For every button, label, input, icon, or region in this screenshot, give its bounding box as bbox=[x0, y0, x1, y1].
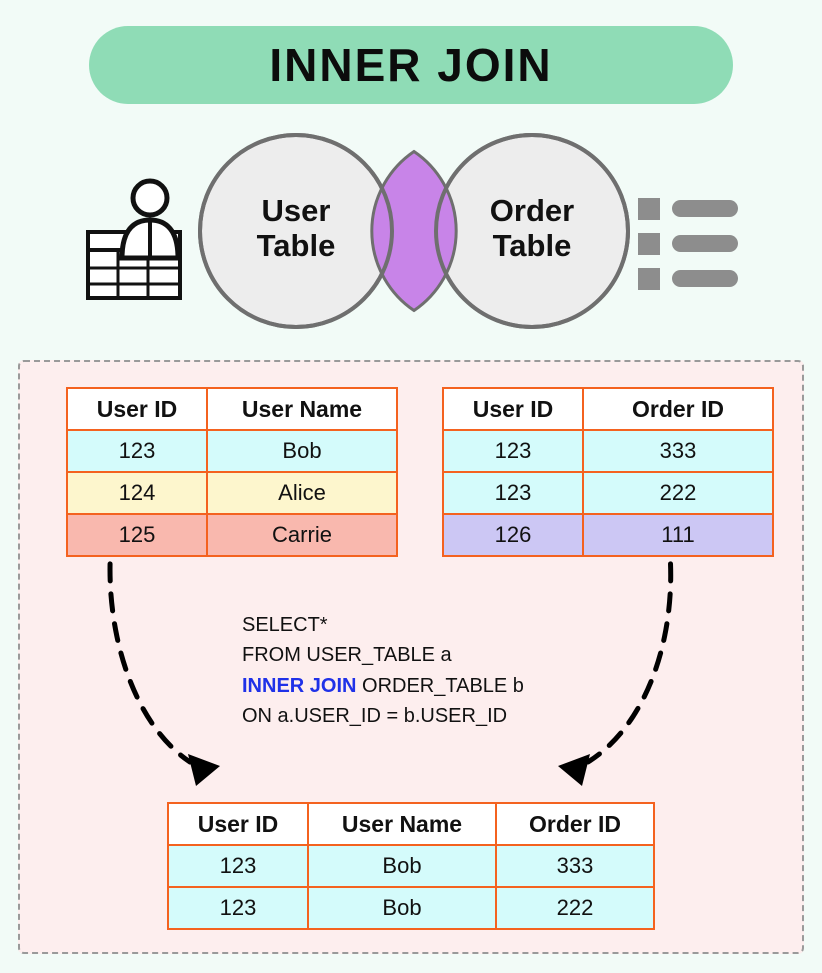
column-header: User Name bbox=[308, 803, 496, 845]
table-row bbox=[168, 845, 654, 887]
table-cell: 222 bbox=[496, 887, 654, 929]
venn-left-label-line2: Table bbox=[256, 227, 336, 263]
column-header: Order ID bbox=[583, 388, 773, 430]
table-cell: 125 bbox=[67, 514, 207, 556]
sql-line-4: ON a.USER_ID = b.USER_ID bbox=[242, 705, 508, 728]
table-cell: 222 bbox=[583, 472, 773, 514]
sql-line-2: FROM USER_TABLE a bbox=[242, 644, 452, 667]
venn-left-label-line1: User bbox=[261, 193, 331, 228]
venn-right-label-line1: Order bbox=[489, 193, 575, 228]
table-cell: 123 bbox=[168, 845, 308, 887]
table-cell: 333 bbox=[496, 845, 654, 887]
sql-line-1: SELECT* bbox=[242, 614, 328, 636]
table-row bbox=[443, 472, 773, 514]
table-cell: 111 bbox=[583, 514, 773, 556]
table-cell: Bob bbox=[207, 430, 397, 472]
sql-query bbox=[242, 610, 524, 732]
table-row bbox=[67, 514, 397, 556]
right-arrow-path bbox=[588, 534, 671, 762]
venn-diagram bbox=[0, 126, 822, 336]
table-row bbox=[443, 514, 773, 556]
column-header: User ID bbox=[67, 388, 207, 430]
right-arrow-head bbox=[558, 754, 590, 786]
table-cell: Alice bbox=[207, 472, 397, 514]
table-row bbox=[67, 472, 397, 514]
sql-keyword-inner-join: INNER JOIN bbox=[242, 674, 357, 697]
page-title-banner bbox=[89, 26, 733, 104]
table-header-row bbox=[67, 388, 397, 430]
column-header: User ID bbox=[168, 803, 308, 845]
table-cell: 123 bbox=[168, 887, 308, 929]
sql-line-3-rest: ORDER_TABLE b bbox=[356, 674, 524, 697]
join-illustration-panel bbox=[18, 360, 804, 954]
user-table-icon bbox=[88, 181, 180, 298]
table-row bbox=[168, 887, 654, 929]
result-table bbox=[167, 802, 655, 930]
venn-right-label bbox=[448, 194, 616, 263]
table-cell: 123 bbox=[67, 430, 207, 472]
table-cell: Carrie bbox=[207, 514, 397, 556]
list-icon bbox=[638, 198, 738, 290]
column-header: Order ID bbox=[496, 803, 654, 845]
table-cell: 123 bbox=[443, 430, 583, 472]
table-row bbox=[67, 430, 397, 472]
table-header-row bbox=[443, 388, 773, 430]
left-arrow-path bbox=[110, 534, 190, 762]
user-table bbox=[66, 387, 398, 557]
left-arrow-head bbox=[188, 754, 220, 786]
table-header-row bbox=[168, 803, 654, 845]
table-cell: 333 bbox=[583, 430, 773, 472]
table-row bbox=[443, 430, 773, 472]
venn-right-label-line2: Table bbox=[492, 227, 572, 263]
venn-left-label bbox=[212, 194, 380, 263]
sql-line-3 bbox=[242, 671, 524, 701]
column-header: User ID bbox=[443, 388, 583, 430]
table-cell: Bob bbox=[308, 887, 496, 929]
table-cell: 124 bbox=[67, 472, 207, 514]
table-cell: Bob bbox=[308, 845, 496, 887]
order-table bbox=[442, 387, 774, 557]
table-cell: 126 bbox=[443, 514, 583, 556]
page-title: INNER JOIN bbox=[269, 39, 553, 91]
table-cell: 123 bbox=[443, 472, 583, 514]
column-header: User Name bbox=[207, 388, 397, 430]
